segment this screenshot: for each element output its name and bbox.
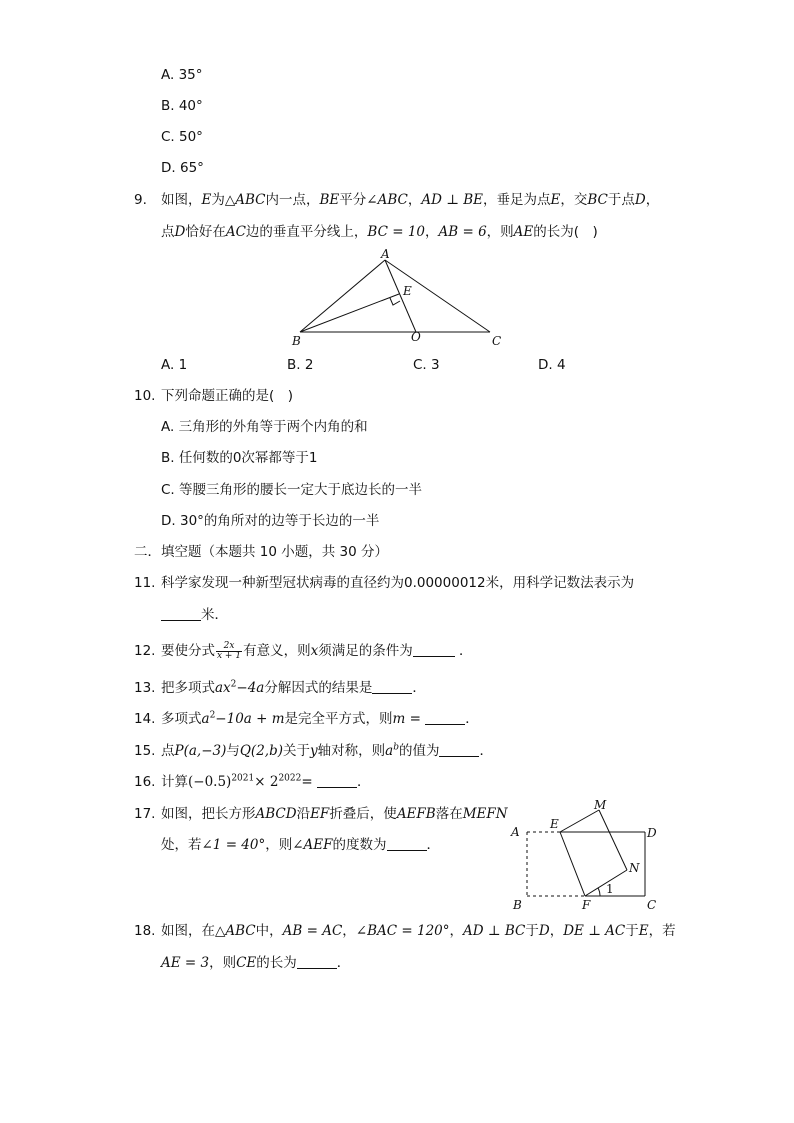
- q18-answer-blank[interactable]: [297, 956, 337, 969]
- q17-angle1-arc: [598, 888, 600, 896]
- q9-label-e: E: [403, 284, 412, 298]
- q9-label-b: B: [292, 334, 301, 348]
- q9-line-ab: [300, 260, 385, 332]
- q9-right-angle-mark: [390, 298, 400, 305]
- q17-label-a: A: [511, 825, 520, 839]
- q10-option-b: B. 任何数的0次幂都等于1: [161, 450, 318, 466]
- q17-label-b: B: [513, 898, 522, 912]
- q9-stem-line2: 点D恰好在AC边的垂直平分线上，BC = 10，AB = 6，则AE的长为( ): [161, 224, 598, 240]
- q17-stem-line2: 处，若∠1 = 40°，则∠AEF的度数为 ．: [161, 837, 441, 853]
- q15-stem: 点P(a,−3)与Q(2,b)关于y轴对称，则$a^b$的值为 ．: [161, 742, 493, 759]
- q8-option-c: C. 50°: [161, 129, 203, 145]
- q11-stem-line2: 米．: [161, 606, 228, 624]
- q16-number: 16.: [134, 774, 156, 790]
- q11-answer-blank[interactable]: [161, 608, 201, 621]
- q9-option-a: A. 1: [161, 357, 188, 373]
- q9-stem-line1: 如图，E为△ABC内一点，BE平分∠ABC，AD ⊥ BE，垂足为点E，交BC于点D，: [161, 192, 660, 208]
- q17-number: 17.: [134, 806, 156, 822]
- q13-answer-blank[interactable]: [372, 681, 412, 694]
- q17-line-ef: [560, 832, 585, 896]
- q9-option-b: B. 2: [287, 357, 314, 373]
- q17-label-d: D: [647, 826, 657, 840]
- q9-label-c: C: [492, 334, 502, 348]
- q14-answer-blank[interactable]: [425, 712, 465, 725]
- q16-answer-blank[interactable]: [317, 775, 357, 788]
- q15-number: 15.: [134, 743, 156, 759]
- q12-fraction: $\frac{2x}{x + 1}$: [217, 640, 242, 661]
- q17-label-c: C: [647, 898, 657, 912]
- q10-option-d: D. 30°的角所对的边等于长边的一半: [161, 513, 380, 529]
- q9-option-d: D. 4: [538, 357, 566, 373]
- q11-stem-line1: 科学家发现一种新型冠状病毒的直径约为0.00000012米，用科学记数法表示为: [161, 575, 635, 591]
- q17-label-m: M: [594, 798, 607, 812]
- q17-line-mn: [599, 810, 627, 870]
- q13-stem: 把多项式$ax^2-4a$分解因式的结果是 ．: [161, 679, 426, 696]
- q9-number: 9.: [134, 192, 147, 208]
- q12-number: 12.: [134, 643, 156, 659]
- q12-answer-blank[interactable]: [413, 644, 455, 657]
- q8-option-a: A. 35°: [161, 67, 203, 83]
- q10-stem: 下列命题正确的是( ): [161, 388, 294, 404]
- q9-line-be: [300, 294, 399, 332]
- q10-option-c: C. 等腰三角形的腰长一定大于底边长的一半: [161, 482, 423, 498]
- q12-stem: 要使分式 $\frac{2x}{x + 1}$ 有意义，则x须满足的条件为 ．: [161, 640, 473, 661]
- q9-label-a: A: [381, 248, 390, 261]
- q17-label-e: E: [550, 817, 559, 831]
- q15-answer-blank[interactable]: [439, 744, 479, 757]
- q17-label-angle1: 1: [606, 882, 614, 896]
- q17-stem-line1: 如图，把长方形ABCD沿EF折叠后，使AEFB落在MEFN: [161, 806, 508, 822]
- q14-stem: 多项式$a^2-10a + m$是完全平方式，则m = ．: [161, 710, 479, 727]
- q11-number: 11.: [134, 575, 156, 591]
- q10-option-a: A. 三角形的外角等于两个内角的和: [161, 419, 368, 435]
- q14-number: 14.: [134, 711, 156, 727]
- q18-stem-line1: 如图，在△ABC中，AB = AC，∠BAC = 120°，AD ⊥ BC于D，DE ⊥ AC于E，若: [161, 923, 676, 939]
- q8-option-b: B. 40°: [161, 98, 203, 114]
- q17-label-n: N: [629, 861, 640, 875]
- q17-label-f: F: [582, 898, 591, 912]
- q16-stem: 计算$(-0.5)^{2021}\times 2^{2022}=$ ．: [161, 773, 371, 790]
- q17-line-em: [560, 810, 599, 832]
- q9-label-o: O: [411, 330, 421, 344]
- q18-stem-line2: AE = 3，则CE的长为 ．: [161, 955, 351, 971]
- q9-option-c: C. 3: [413, 357, 440, 373]
- q18-number: 18.: [134, 923, 156, 939]
- q9-figure: [280, 248, 510, 350]
- q8-option-d: D. 65°: [161, 160, 204, 176]
- q13-number: 13.: [134, 680, 156, 696]
- q10-number: 10.: [134, 388, 156, 404]
- q17-answer-blank[interactable]: [387, 838, 427, 851]
- q17-figure: [505, 792, 665, 914]
- section2-title: 二．填空题（本题共 10 小题，共 30 分）: [134, 544, 389, 560]
